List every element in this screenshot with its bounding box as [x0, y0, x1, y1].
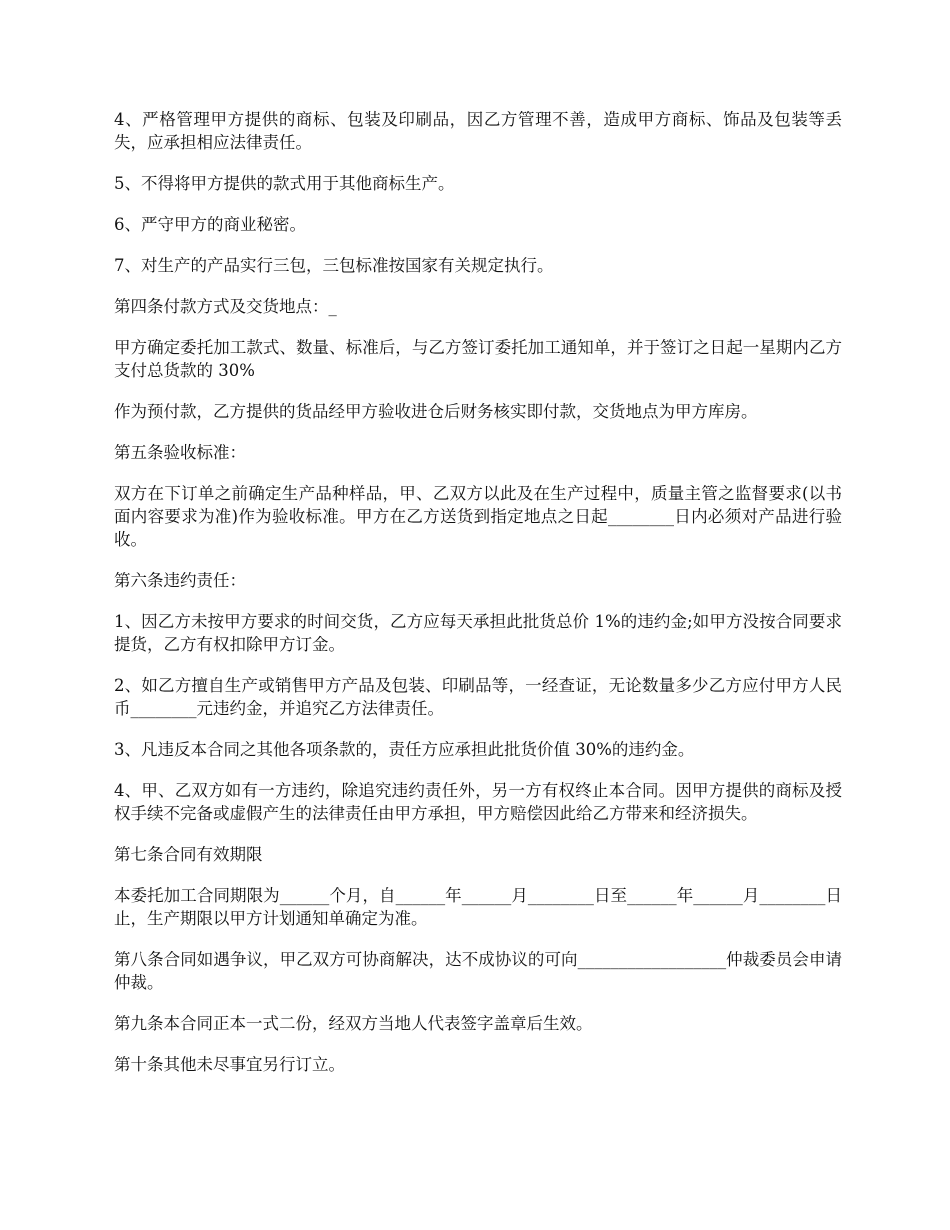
article-6-heading: 第六条违约责任：	[114, 571, 246, 590]
article-5-acceptance-standard: 双方在下订单之前确定生产品种样品，甲、乙双方以此及在生产过程中，质量主管之监督要求(以书面内容要求为准)作为验收标准。甲方在乙方送货到指定地点之日起________日内必须对产品进行验收。	[114, 484, 842, 549]
liability-item-4: 4、甲、乙双方如有一方违约，除追究违约责任外，另一方有权终止本合同。因甲方提供的商标及授权手续不完备或虚假产生的法律责任由甲方承担，甲方赔偿因此给乙方带来和经济损失。	[114, 781, 842, 823]
article-5-heading: 第五条验收标准：	[114, 443, 246, 462]
clause-4-trademark-management: 4、严格管理甲方提供的商标、包装及印刷品，因乙方管理不善，造成甲方商标、饰品及包装等丢失，应承担相应法律责任。	[114, 110, 842, 152]
article-4-heading: 第四条付款方式及交货地点：_	[114, 297, 337, 316]
document-body	[114, 108, 842, 1094]
article-4-payment-terms: 甲方确定委托加工款式、数量、标准后，与乙方签订委托加工通知单，并于签订之日起一星期内乙方支付总货款的 30%	[114, 338, 842, 380]
article-7-contract-period: 本委托加工合同期限为______个月，自______年______月________日至______年______月________日止，生产期限以甲方计划通知单确定为准。	[114, 886, 842, 928]
article-9-copies: 第九条本合同正本一式二份，经双方当地人代表签字盖章后生效。	[114, 1014, 593, 1033]
article-8-dispute-resolution: 第八条合同如遇争议，甲乙双方可协商解决，达不成协议的可向__________________仲裁委员会申请仲裁。	[114, 950, 842, 992]
liability-item-1: 1、因乙方未按甲方要求的时间交货，乙方应每天承担此批货总价 1%的违约金;如甲方没按合同要求提货，乙方有权扣除甲方订金。	[114, 612, 842, 654]
liability-item-2: 2、如乙方擅自生产或销售甲方产品及包装、印刷品等，一经查证，无论数量多少乙方应付甲方人民币________元违约金，并追究乙方法律责任。	[114, 676, 842, 718]
article-4-delivery-location: 作为预付款，乙方提供的货品经甲方验收进仓后财务核实即付款，交货地点为甲方库房。	[114, 402, 758, 421]
liability-item-3: 3、凡违反本合同之其他各项条款的，责任方应承担此批货价值 30%的违约金。	[114, 740, 695, 759]
clause-7-warranty: 7、对生产的产品实行三包，三包标准按国家有关规定执行。	[114, 256, 554, 275]
article-10-other-matters: 第十条其他未尽事宜另行订立。	[114, 1055, 345, 1074]
clause-6-confidentiality: 6、严守甲方的商业秘密。	[114, 215, 306, 234]
article-7-heading: 第七条合同有效期限	[114, 845, 263, 864]
clause-5-style-usage: 5、不得将甲方提供的款式用于其他商标生产。	[114, 174, 455, 193]
